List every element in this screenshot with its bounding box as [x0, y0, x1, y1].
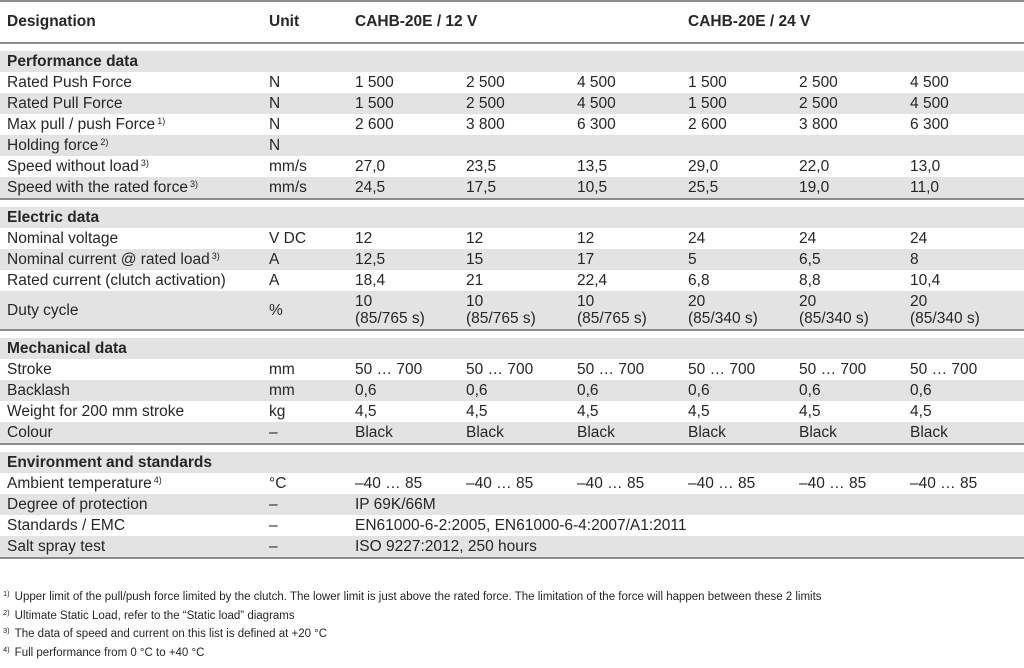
value-text: 50 … 700	[577, 360, 645, 378]
footnote-ref: 3)	[140, 157, 149, 168]
row-value	[905, 135, 1024, 156]
value-text: 10	[577, 293, 595, 310]
row-value	[683, 72, 794, 93]
value-text: Black	[910, 423, 948, 441]
value-text: 0,6	[910, 381, 932, 399]
row-value	[683, 135, 794, 156]
row-unit: N	[269, 115, 281, 133]
row-unit: N	[262, 93, 350, 114]
footnotes	[0, 588, 1024, 662]
value-text: 2 500	[799, 94, 838, 112]
value-text: 50 … 700	[466, 360, 534, 378]
section-divider	[0, 199, 1024, 207]
row-label-text: Speed without load	[7, 157, 139, 175]
row-value	[572, 72, 683, 93]
row-value	[350, 156, 461, 177]
value-text: Black	[577, 423, 615, 441]
row-value	[350, 380, 461, 401]
row-value	[572, 135, 683, 156]
row-label	[0, 380, 262, 401]
row-label-text: Rated Push Force	[7, 73, 132, 91]
table-row	[0, 401, 1024, 422]
row-label	[0, 72, 262, 93]
footnote-text: Ultimate Static Load, refer to the “Static load” diagrams	[14, 609, 295, 622]
group-12v-header: CAHB-20E / 12 V	[355, 13, 478, 30]
value-text: 4 500	[910, 73, 949, 91]
table-row	[0, 515, 1024, 536]
table-row	[0, 473, 1024, 494]
row-label-text: Standards / EMC	[7, 516, 126, 534]
value-text: –40 … 85	[577, 474, 645, 492]
row-value	[572, 422, 683, 444]
row-unit: N	[269, 73, 281, 91]
value-text: 21	[466, 271, 484, 289]
table-row	[0, 359, 1024, 380]
value-text: 12,5	[355, 250, 386, 268]
value-text: 2 600	[688, 115, 727, 133]
row-label	[0, 270, 262, 291]
table-row	[0, 249, 1024, 270]
value-text: 13,0	[910, 157, 941, 175]
value-subtext: (85/765 s)	[466, 310, 536, 327]
spec-body	[0, 43, 1024, 566]
value-text: 0,6	[799, 381, 821, 399]
row-value	[905, 114, 1024, 135]
value-subtext: (85/765 s)	[355, 310, 425, 327]
value-text: 3 800	[466, 115, 505, 133]
footnote	[0, 607, 1024, 626]
row-unit: –	[262, 494, 350, 515]
row-value	[461, 156, 572, 177]
row-value	[905, 156, 1024, 177]
value-text: 4,5	[577, 402, 599, 420]
row-value	[461, 114, 572, 135]
row-value	[572, 359, 683, 380]
section-title: Mechanical data	[0, 338, 1024, 359]
row-label	[0, 249, 262, 270]
value-text: 0,6	[466, 381, 488, 399]
value-text: –40 … 85	[688, 474, 756, 492]
row-value	[572, 291, 683, 330]
row-value-span: EN61000-6-2:2005, EN61000-6-4:2007/A1:2011	[355, 516, 687, 534]
row-value	[905, 473, 1024, 494]
row-value	[572, 270, 683, 291]
section-divider	[0, 330, 1024, 338]
value-text: 8,8	[799, 271, 821, 289]
row-value	[905, 422, 1024, 444]
row-label-text: Max pull / push Force	[7, 115, 156, 133]
row-value	[683, 291, 794, 330]
row-value	[461, 177, 572, 199]
row-value	[350, 270, 461, 291]
row-value	[461, 401, 572, 422]
row-unit: V DC	[269, 229, 307, 247]
row-label	[0, 177, 262, 199]
value-text: 10,5	[577, 178, 608, 196]
row-label	[0, 114, 262, 135]
value-text: 20	[799, 293, 817, 310]
table-row	[0, 72, 1024, 93]
value-text: 19,0	[799, 178, 830, 196]
row-value	[683, 270, 794, 291]
value-text: 23,5	[466, 157, 497, 175]
row-label	[0, 494, 262, 515]
row-value	[794, 156, 905, 177]
row-value	[683, 473, 794, 494]
row-value	[794, 270, 905, 291]
table-row	[0, 291, 1024, 330]
table-row	[0, 494, 1024, 515]
value-text: 5	[688, 250, 697, 268]
row-value	[350, 177, 461, 199]
row-value	[905, 270, 1024, 291]
row-value	[794, 93, 905, 114]
row-value	[794, 249, 905, 270]
row-value	[683, 228, 794, 249]
row-value	[905, 93, 1024, 114]
row-unit: A	[269, 271, 280, 289]
value-text: –40 … 85	[466, 474, 534, 492]
row-value	[572, 401, 683, 422]
row-value	[683, 422, 794, 444]
value-text: 2 500	[466, 94, 505, 112]
value-text: 3 800	[799, 115, 838, 133]
row-unit: °C	[269, 474, 287, 492]
value-text: 4,5	[910, 402, 932, 420]
row-label	[0, 291, 262, 330]
row-label	[0, 93, 262, 114]
row-value	[794, 72, 905, 93]
value-text: 12	[355, 229, 373, 247]
row-label	[0, 473, 262, 494]
value-text: 12	[466, 229, 484, 247]
footnote-ref: 2)	[100, 136, 109, 147]
section-title-row	[0, 51, 1024, 72]
row-value	[683, 177, 794, 199]
designation-header: Designation	[7, 13, 96, 30]
section-divider	[0, 43, 1024, 51]
row-unit: mm	[262, 380, 350, 401]
row-value	[905, 177, 1024, 199]
value-text: 29,0	[688, 157, 719, 175]
row-label-text: Ambient temperature	[7, 474, 152, 492]
value-text: 6,8	[688, 271, 710, 289]
row-value	[794, 380, 905, 401]
row-label	[0, 536, 262, 558]
row-label-text: Backlash	[7, 381, 70, 399]
value-text: 50 … 700	[355, 360, 423, 378]
footnote-ref: 3)	[211, 250, 220, 261]
row-label	[0, 135, 262, 156]
row-value	[461, 249, 572, 270]
row-label	[0, 228, 262, 249]
value-text: –40 … 85	[799, 474, 867, 492]
value-text: 50 … 700	[688, 360, 756, 378]
value-text: 24	[688, 229, 706, 247]
row-value	[794, 422, 905, 444]
value-text: –40 … 85	[910, 474, 978, 492]
row-value	[350, 473, 461, 494]
value-text: 17	[577, 250, 595, 268]
section-title: Environment and standards	[0, 452, 1024, 473]
row-value	[461, 359, 572, 380]
value-text: 6 300	[577, 115, 616, 133]
row-value	[350, 401, 461, 422]
value-text: Black	[688, 423, 726, 441]
section-title: Performance data	[0, 51, 1024, 72]
row-unit: mm/s	[262, 177, 350, 199]
table-row	[0, 156, 1024, 177]
value-text: 2 500	[466, 73, 505, 91]
footnote-text: The data of speed and current on this list is defined at +20 °C	[14, 628, 328, 640]
row-unit: %	[262, 291, 350, 330]
row-label-text: Degree of protection	[7, 495, 148, 513]
value-text: 22,0	[799, 157, 830, 175]
row-value	[905, 380, 1024, 401]
value-text: 20	[910, 293, 928, 310]
value-text: 1 500	[355, 73, 394, 91]
row-value-span: ISO 9227:2012, 250 hours	[350, 536, 1024, 558]
row-label-text: Nominal voltage	[7, 229, 119, 247]
row-value	[350, 359, 461, 380]
value-text: 27,0	[355, 157, 386, 175]
value-text: 8	[910, 250, 919, 268]
value-text: 4,5	[688, 402, 710, 420]
value-text: 1 500	[688, 73, 727, 91]
row-unit: –	[269, 516, 278, 534]
row-value	[683, 380, 794, 401]
row-label-text: Holding force	[7, 136, 99, 154]
value-text: 1 500	[355, 94, 394, 112]
row-value	[350, 422, 461, 444]
value-text: Black	[466, 423, 504, 441]
row-value	[461, 135, 572, 156]
value-text: 2 500	[799, 73, 838, 91]
row-value	[461, 291, 572, 330]
value-text: 0,6	[577, 381, 599, 399]
row-value	[794, 114, 905, 135]
value-text: 6,5	[799, 250, 821, 268]
row-value	[905, 359, 1024, 380]
section-title: Electric data	[0, 207, 1024, 228]
value-text: 4,5	[466, 402, 488, 420]
row-label-text: Rated current (clutch activation)	[7, 271, 226, 289]
value-text: 20	[688, 293, 706, 310]
table-row	[0, 177, 1024, 199]
table-end-rule	[0, 558, 1024, 566]
value-text: 12	[577, 229, 595, 247]
value-text: 4,5	[799, 402, 821, 420]
table-row	[0, 422, 1024, 444]
row-label-text: Nominal current @ rated load	[7, 250, 210, 268]
value-subtext: (85/765 s)	[577, 310, 647, 327]
footnote-mark: 2)	[3, 607, 10, 617]
footnote-mark: 4)	[3, 644, 10, 654]
row-value	[572, 249, 683, 270]
row-value	[572, 156, 683, 177]
row-value	[572, 114, 683, 135]
footnote-ref: 4)	[153, 474, 162, 485]
unit-header: Unit	[269, 13, 300, 30]
row-value	[794, 359, 905, 380]
value-text: 24	[799, 229, 817, 247]
footnote-mark: 1)	[3, 589, 10, 598]
table-row	[0, 228, 1024, 249]
row-value	[905, 291, 1024, 330]
value-text: –40 … 85	[355, 474, 423, 492]
value-text: 10	[466, 293, 484, 310]
row-unit: –	[262, 536, 350, 558]
value-text: 18,4	[355, 271, 386, 289]
footnote-mark: 3)	[3, 626, 10, 635]
value-text: 50 … 700	[910, 360, 978, 378]
footnote	[0, 625, 1024, 644]
row-value	[794, 291, 905, 330]
row-label	[0, 401, 262, 422]
row-value	[461, 473, 572, 494]
row-unit: A	[262, 249, 350, 270]
row-value	[905, 228, 1024, 249]
table-row	[0, 114, 1024, 135]
value-text: 10	[355, 293, 373, 310]
row-value	[683, 114, 794, 135]
value-text: 50 … 700	[799, 360, 867, 378]
row-value	[794, 177, 905, 199]
value-text: 17,5	[466, 178, 497, 196]
row-value	[461, 270, 572, 291]
row-value	[461, 228, 572, 249]
row-value	[683, 156, 794, 177]
row-value	[461, 72, 572, 93]
row-value	[572, 473, 683, 494]
row-label-text: Speed with the rated force	[7, 178, 188, 196]
row-label-text: Duty cycle	[7, 301, 79, 319]
value-text: Black	[355, 423, 393, 441]
row-value	[794, 228, 905, 249]
row-value	[794, 401, 905, 422]
footnote-text: Upper limit of the pull/push force limited by the clutch. The lower limit is just above the rated force. The limitation of the force will happen between these 2 limits	[14, 591, 822, 603]
row-unit: mm	[269, 360, 295, 378]
row-value	[350, 228, 461, 249]
row-label-text: Stroke	[7, 360, 52, 378]
row-label-text: Weight for 200 mm stroke	[7, 402, 185, 420]
row-value	[350, 72, 461, 93]
row-value	[350, 135, 461, 156]
row-value	[461, 93, 572, 114]
value-text: 24,5	[355, 178, 386, 196]
row-value	[461, 422, 572, 444]
section-divider	[0, 444, 1024, 452]
row-unit: N	[262, 135, 350, 156]
table-row	[0, 270, 1024, 291]
value-text: 2 600	[355, 115, 394, 133]
footnote-ref: 3)	[189, 178, 198, 189]
value-text: 10,4	[910, 271, 941, 289]
row-value	[794, 135, 905, 156]
table-row	[0, 380, 1024, 401]
value-text: 0,6	[688, 381, 710, 399]
table-row	[0, 536, 1024, 558]
table-row	[0, 135, 1024, 156]
row-value	[905, 249, 1024, 270]
value-text: Black	[799, 423, 837, 441]
row-unit: mm/s	[269, 157, 307, 175]
row-value	[350, 249, 461, 270]
row-label-text: Colour	[7, 423, 53, 441]
table-header	[0, 2, 1024, 43]
value-text: 4 500	[577, 94, 616, 112]
row-value	[683, 93, 794, 114]
row-value	[905, 72, 1024, 93]
group-24v-header: CAHB-20E / 24 V	[688, 13, 811, 30]
spec-table	[0, 2, 1024, 566]
section-title-row	[0, 207, 1024, 228]
value-text: 4,5	[355, 402, 377, 420]
row-unit: kg	[269, 402, 286, 420]
section-title-row	[0, 452, 1024, 473]
row-value	[350, 114, 461, 135]
row-value	[572, 93, 683, 114]
footnote	[0, 588, 1024, 607]
row-value	[350, 291, 461, 330]
row-label	[0, 359, 262, 380]
row-value	[350, 93, 461, 114]
row-value	[683, 249, 794, 270]
footnote-text: Full performance from 0 °C to +40 °C	[14, 646, 205, 659]
value-text: 1 500	[688, 94, 727, 112]
row-label	[0, 515, 262, 536]
row-label	[0, 422, 262, 444]
row-value	[905, 401, 1024, 422]
value-text: 22,4	[577, 271, 608, 289]
row-value-span: IP 69K/66M	[350, 494, 1024, 515]
section-title-row	[0, 338, 1024, 359]
row-label	[0, 156, 262, 177]
footnote	[0, 644, 1024, 663]
row-value	[572, 228, 683, 249]
value-text: 4 500	[910, 94, 949, 112]
value-text: 24	[910, 229, 928, 247]
value-text: 11,0	[910, 178, 940, 196]
value-text: 0,6	[355, 381, 377, 399]
value-text: 15	[466, 250, 484, 268]
row-value	[461, 380, 572, 401]
row-unit: –	[262, 422, 350, 444]
table-row	[0, 93, 1024, 114]
row-value	[572, 177, 683, 199]
footnote-ref: 1)	[157, 115, 166, 126]
row-value	[794, 473, 905, 494]
value-text: 4 500	[577, 73, 616, 91]
row-value	[683, 359, 794, 380]
row-label-text: Rated Pull Force	[7, 94, 123, 112]
value-text: 6 300	[910, 115, 949, 133]
value-subtext: (85/340 s)	[799, 310, 869, 327]
value-text: 25,5	[688, 178, 719, 196]
row-value	[572, 380, 683, 401]
row-value	[683, 401, 794, 422]
value-text: 13,5	[577, 157, 608, 175]
row-label-text: Salt spray test	[7, 537, 106, 555]
value-subtext: (85/340 s)	[910, 310, 980, 327]
value-subtext: (85/340 s)	[688, 310, 758, 327]
